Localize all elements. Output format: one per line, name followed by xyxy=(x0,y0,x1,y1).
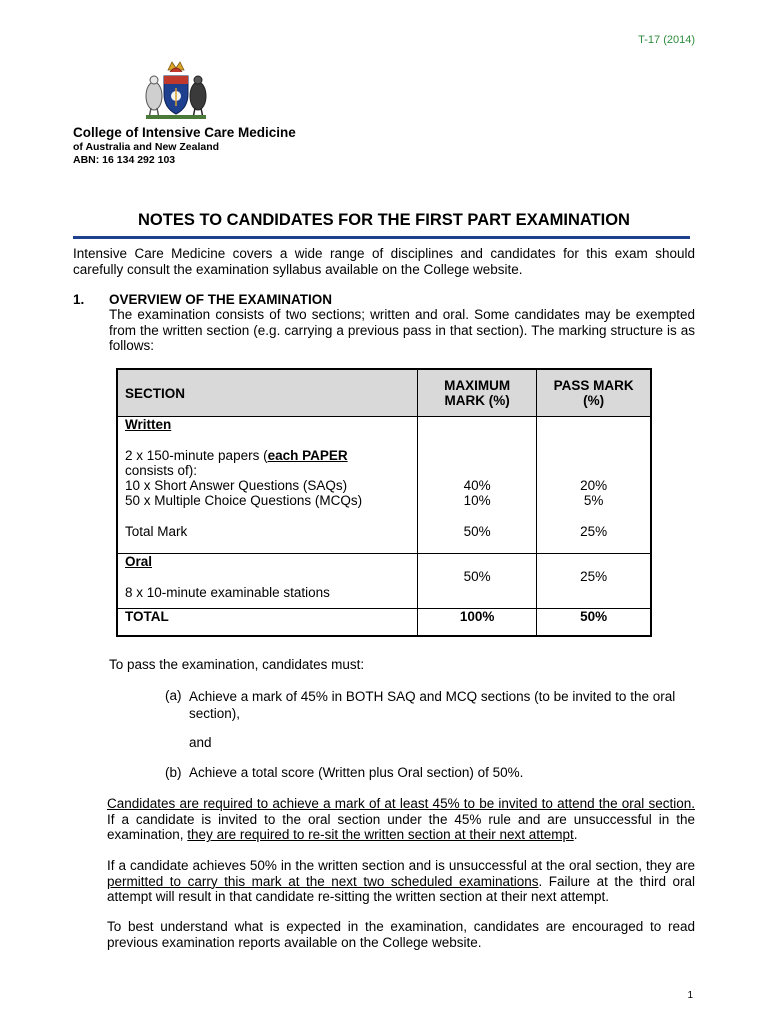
table-row-total xyxy=(117,609,651,637)
total-mark-line: Total Mark xyxy=(125,524,188,540)
oral-description xyxy=(117,554,418,609)
requirement-b-text: Achieve a total score (Written plus Oral section) of 50%. xyxy=(189,765,524,780)
exam-reports-paragraph: To best understand what is expected in the examination, candidates are encouraged to read previous examination reports available on the College website. xyxy=(107,919,695,950)
college-abn: ABN: 16 134 292 103 xyxy=(73,154,176,166)
mcq-pass: 5% xyxy=(583,493,604,509)
intro-paragraph: Intensive Care Medicine covers a wide range of disciplines and candidates for this exam should carefully consult the examination syllabus available on the College website. xyxy=(73,246,695,277)
requirement-a-text: Achieve a mark of 45% in BOTH SAQ and MCQ sections (to be invited to the oral section), xyxy=(189,689,676,721)
section-title: OVERVIEW OF THE EXAMINATION xyxy=(109,292,333,307)
document-title: NOTES TO CANDIDATES FOR THE FIRST PART EXAMINATION xyxy=(138,211,630,229)
total-label: TOTAL xyxy=(117,609,418,637)
section-number: 1. xyxy=(73,292,85,307)
carry-mark-paragraph: If a candidate achieves 50% in the written section and is unsuccessful at the oral section, they are permitted to carry this mark at the next two scheduled examinations. Failure at the third oral attempt will result in that candidate re-sitting the written section at their next attempt. xyxy=(107,858,695,904)
total-max-mark: 100% xyxy=(418,609,537,637)
mcq-line: 50 x Multiple Choice Questions (MCQs) xyxy=(125,493,363,509)
papers-line: 2 x 150-minute papers (each PAPER xyxy=(125,447,348,463)
saq-max: 40% xyxy=(463,478,491,494)
document-reference: T-17 (2014) xyxy=(638,34,695,46)
oral-stations: 8 x 10-minute examinable stations xyxy=(125,584,330,600)
oral-invitation-paragraph: Candidates are required to achieve a mark of at least 45% to be invited to attend the oral section. If a candidate is invited to the oral section under the 45% rule and are unsuccessful in the examination, they are required to re-sit the written section at their next attempt. xyxy=(107,796,695,842)
written-description xyxy=(117,417,418,554)
mcq-max: 10% xyxy=(463,493,491,509)
header-section: SECTION xyxy=(117,369,418,417)
written-pass-marks xyxy=(537,417,651,554)
written-max-marks xyxy=(418,417,537,554)
section-body: The examination consists of two sections; written and oral. Some candidates may be exempted from the written section (e.g. carrying a previous pass in that section). The marking structure is as follows: xyxy=(109,307,695,353)
table-row-written xyxy=(117,417,651,554)
table-row-oral xyxy=(117,554,651,609)
header-pass-mark: PASS MARK (%) xyxy=(537,369,651,417)
total-pass-mark: 50% xyxy=(537,609,651,637)
college-name: College of Intensive Care Medicine xyxy=(73,125,296,140)
oral-label: Oral xyxy=(125,554,153,569)
pass-requirements-intro: To pass the examination, candidates must: xyxy=(109,657,365,672)
oral-pass-mark: 25% xyxy=(537,554,651,609)
requirement-a-label: (a) xyxy=(165,688,182,703)
oral-max-mark: 50% xyxy=(418,554,537,609)
saq-line: 10 x Short Answer Questions (SAQs) xyxy=(125,478,348,494)
papers-consist: consists of): xyxy=(125,462,198,478)
requirement-b-label: (b) xyxy=(165,765,182,780)
written-label: Written xyxy=(125,417,172,432)
college-subtitle: of Australia and New Zealand xyxy=(73,141,220,153)
marking-structure-table xyxy=(116,368,652,637)
total-max: 50% xyxy=(463,524,491,540)
table-header-row xyxy=(117,369,651,417)
college-crest-logo xyxy=(140,58,212,120)
title-divider xyxy=(73,236,690,239)
saq-pass: 20% xyxy=(580,478,608,494)
page-number: 1 xyxy=(687,990,693,1001)
header-maximum-mark: MAXIMUM MARK (%) xyxy=(418,369,537,417)
requirement-and: and xyxy=(189,735,212,750)
total-pass: 25% xyxy=(580,524,608,540)
